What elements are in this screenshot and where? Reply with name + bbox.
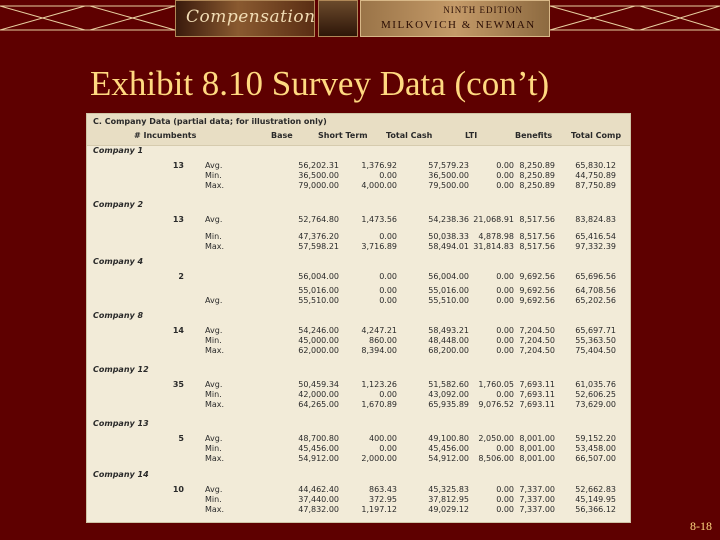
- cell-stat-label: Avg.: [205, 485, 223, 494]
- cell-short-term: 8,394.00: [361, 346, 397, 355]
- cell-benefits: 8,517.56: [519, 242, 555, 251]
- cell-short-term: 863.43: [369, 485, 397, 494]
- cell-lti: 0.00: [496, 161, 514, 170]
- cell-total-cash: 50,038.33: [428, 232, 469, 241]
- table-header: [87, 114, 630, 146]
- cell-stat-label: Avg.: [205, 215, 223, 224]
- col-incumbents: # Incumbents: [134, 131, 197, 140]
- cover-authors: MILKOVICH & NEWMAN: [381, 19, 536, 31]
- cell-lti: 0.00: [496, 390, 514, 399]
- cell-short-term: 372.95: [369, 495, 397, 504]
- cover-edition: NINTH EDITION: [443, 5, 523, 15]
- cell-short-term: 2,000.00: [361, 454, 397, 463]
- table-caption: C. Company Data (partial data; for illustration only): [93, 117, 327, 126]
- cell-benefits: 9,692.56: [519, 296, 555, 305]
- company-name: Company 14: [93, 470, 149, 479]
- cell-stat-label: Min.: [205, 444, 222, 453]
- col-total-comp: Total Comp: [571, 131, 622, 140]
- cell-stat-label: Max.: [205, 505, 225, 514]
- cell-stat-label: Max.: [205, 400, 225, 409]
- cell-benefits: 7,693.11: [519, 400, 555, 409]
- table-row: [87, 505, 630, 515]
- cell-total-comp: 55,363.50: [575, 336, 616, 345]
- cell-benefits: 7,337.00: [519, 485, 555, 494]
- cell-lti: 21,068.91: [473, 215, 514, 224]
- cell-total-comp: 65,830.12: [575, 161, 616, 170]
- cell-total-comp: 65,416.54: [575, 232, 616, 241]
- cell-lti: 0.00: [496, 346, 514, 355]
- cell-total-comp: 61,035.76: [575, 380, 616, 389]
- slide-title: Exhibit 8.10 Survey Data (con’t): [90, 64, 550, 103]
- company-name: Company 2: [93, 200, 144, 209]
- cell-total-comp: 83,824.83: [575, 215, 616, 224]
- cell-total-comp: 65,697.71: [575, 326, 616, 335]
- table-row: [87, 161, 630, 171]
- cell-total-cash: 45,325.83: [428, 485, 469, 494]
- table-row: [87, 272, 630, 282]
- cell-total-comp: 56,366.12: [575, 505, 616, 514]
- cell-base: 48,700.80: [298, 434, 339, 443]
- cell-benefits: 7,204.50: [519, 326, 555, 335]
- cell-total-comp: 52,662.83: [575, 485, 616, 494]
- cell-stat-label: Avg.: [205, 296, 223, 305]
- table-row: [87, 400, 630, 410]
- cell-short-term: 1,376.92: [361, 161, 397, 170]
- cell-total-cash: 49,100.80: [428, 434, 469, 443]
- cell-short-term: 4,000.00: [361, 181, 397, 190]
- cell-total-cash: 45,456.00: [428, 444, 469, 453]
- cell-benefits: 8,517.56: [519, 215, 555, 224]
- cell-short-term: 1,197.12: [361, 505, 397, 514]
- cell-stat-label: Min.: [205, 336, 222, 345]
- cell-benefits: 7,693.11: [519, 380, 555, 389]
- col-benefits: Benefits: [515, 131, 553, 140]
- cell-incumbents: 14: [172, 326, 184, 335]
- cell-benefits: 7,337.00: [519, 495, 555, 504]
- company-name: Company 13: [93, 419, 149, 428]
- cover-center-panel: [318, 0, 358, 37]
- cell-total-cash: 43,092.00: [428, 390, 469, 399]
- table-row: [87, 242, 630, 252]
- cell-total-cash: 55,510.00: [428, 296, 469, 305]
- book-banner: [0, 0, 720, 40]
- table-body: [87, 146, 630, 524]
- cover-title-panel: [175, 0, 315, 37]
- col-short-term: Short Term: [318, 131, 368, 140]
- cell-short-term: 0.00: [379, 232, 397, 241]
- cell-lti: 0.00: [496, 326, 514, 335]
- cell-total-comp: 87,750.89: [575, 181, 616, 190]
- cell-stat-label: Min.: [205, 390, 222, 399]
- cell-short-term: 0.00: [379, 286, 397, 295]
- table-row: [87, 232, 630, 242]
- cell-total-cash: 65,935.89: [428, 400, 469, 409]
- cell-short-term: 0.00: [379, 390, 397, 399]
- cell-base: 45,456.00: [298, 444, 339, 453]
- cell-total-cash: 51,582.60: [428, 380, 469, 389]
- cell-lti: 0.00: [496, 286, 514, 295]
- table-row: [87, 346, 630, 356]
- cell-total-comp: 97,332.39: [575, 242, 616, 251]
- cell-base: 57,598.21: [298, 242, 339, 251]
- cover-author-panel: [360, 0, 550, 37]
- company-name: Company 8: [93, 311, 144, 320]
- cell-total-cash: 36,500.00: [428, 171, 469, 180]
- cell-benefits: 7,693.11: [519, 390, 555, 399]
- company-name: Company 1: [93, 146, 144, 155]
- cell-incumbents: 13: [172, 161, 184, 170]
- cell-stat-label: Avg.: [205, 434, 223, 443]
- table-row: [87, 326, 630, 336]
- cell-total-cash: 37,812.95: [428, 495, 469, 504]
- table-row: [87, 444, 630, 454]
- cell-base: 55,510.00: [298, 296, 339, 305]
- cell-benefits: 8,250.89: [519, 161, 555, 170]
- cell-base: 55,016.00: [298, 286, 339, 295]
- cell-base: 50,459.34: [298, 380, 339, 389]
- cell-total-comp: 66,507.00: [575, 454, 616, 463]
- cell-incumbents: 35: [172, 380, 184, 389]
- table-row: [87, 171, 630, 181]
- cell-total-cash: 58,494.01: [428, 242, 469, 251]
- cell-short-term: 0.00: [379, 296, 397, 305]
- cell-total-cash: 57,579.23: [428, 161, 469, 170]
- cell-lti: 1,760.05: [478, 380, 514, 389]
- cell-lti: 0.00: [496, 272, 514, 281]
- cell-total-cash: 79,500.00: [428, 181, 469, 190]
- cell-short-term: 400.00: [369, 434, 397, 443]
- cell-total-comp: 65,202.56: [575, 296, 616, 305]
- cell-short-term: 1,473.56: [361, 215, 397, 224]
- cell-benefits: 9,692.56: [519, 272, 555, 281]
- table-row: [87, 336, 630, 346]
- cell-base: 56,004.00: [298, 272, 339, 281]
- cell-total-comp: 53,458.00: [575, 444, 616, 453]
- cell-stat-label: Avg.: [205, 326, 223, 335]
- cell-incumbents: 10: [172, 485, 184, 494]
- cell-total-cash: 58,493.21: [428, 326, 469, 335]
- table-row: [87, 485, 630, 495]
- cell-stat-label: Max.: [205, 242, 225, 251]
- cell-lti: 0.00: [496, 336, 514, 345]
- cell-short-term: 4,247.21: [361, 326, 397, 335]
- cell-short-term: 0.00: [379, 171, 397, 180]
- cell-short-term: 860.00: [369, 336, 397, 345]
- page-number: 8-18: [690, 519, 712, 533]
- cell-benefits: 9,692.56: [519, 286, 555, 295]
- cell-base: 54,912.00: [298, 454, 339, 463]
- cell-total-comp: 73,629.00: [575, 400, 616, 409]
- cell-lti: 0.00: [496, 485, 514, 494]
- cell-incumbents: 13: [172, 215, 184, 224]
- cell-short-term: 1,670.89: [361, 400, 397, 409]
- cell-total-cash: 55,016.00: [428, 286, 469, 295]
- table-row: [87, 495, 630, 505]
- col-lti: LTI: [465, 131, 478, 140]
- cell-total-cash: 68,200.00: [428, 346, 469, 355]
- table-row: [87, 181, 630, 191]
- cell-short-term: 3,716.89: [361, 242, 397, 251]
- cell-benefits: 8,001.00: [519, 454, 555, 463]
- cell-total-cash: 48,448.00: [428, 336, 469, 345]
- cell-base: 36,500.00: [298, 171, 339, 180]
- col-total-cash: Total Cash: [386, 131, 433, 140]
- cell-total-comp: 59,152.20: [575, 434, 616, 443]
- cell-stat-label: Max.: [205, 454, 225, 463]
- company-name: Company 12: [93, 365, 149, 374]
- cell-short-term: 0.00: [379, 272, 397, 281]
- table-row: [87, 390, 630, 400]
- survey-table: [86, 113, 631, 523]
- cell-total-cash: 56,004.00: [428, 272, 469, 281]
- cell-stat-label: Avg.: [205, 380, 223, 389]
- cell-lti: 0.00: [496, 495, 514, 504]
- cell-stat-label: Max.: [205, 181, 225, 190]
- table-row: [87, 380, 630, 390]
- cell-stat-label: Min.: [205, 171, 222, 180]
- cell-base: 37,440.00: [298, 495, 339, 504]
- cell-total-cash: 49,029.12: [428, 505, 469, 514]
- table-row: [87, 434, 630, 444]
- cell-lti: 0.00: [496, 444, 514, 453]
- cell-lti: 4,878.98: [478, 232, 514, 241]
- cell-incumbents: 5: [178, 434, 184, 443]
- cell-base: 54,246.00: [298, 326, 339, 335]
- cell-benefits: 8,250.89: [519, 171, 555, 180]
- cell-base: 42,000.00: [298, 390, 339, 399]
- cell-base: 47,376.20: [298, 232, 339, 241]
- cell-benefits: 7,204.50: [519, 336, 555, 345]
- cell-total-comp: 65,696.56: [575, 272, 616, 281]
- cell-lti: 9,076.52: [478, 400, 514, 409]
- cell-base: 79,000.00: [298, 181, 339, 190]
- cell-base: 62,000.00: [298, 346, 339, 355]
- cell-base: 47,832.00: [298, 505, 339, 514]
- cell-benefits: 8,001.00: [519, 444, 555, 453]
- cell-base: 56,202.31: [298, 161, 339, 170]
- table-row: [87, 286, 630, 296]
- company-name: Company 4: [93, 257, 144, 266]
- cell-benefits: 8,517.56: [519, 232, 555, 241]
- cell-total-comp: 44,750.89: [575, 171, 616, 180]
- cell-total-cash: 54,238.36: [428, 215, 469, 224]
- cell-base: 64,265.00: [298, 400, 339, 409]
- col-base: Base: [271, 131, 293, 140]
- cell-lti: 0.00: [496, 505, 514, 514]
- cell-base: 45,000.00: [298, 336, 339, 345]
- cell-total-comp: 52,606.25: [575, 390, 616, 399]
- cover-script-title: Compensation: [186, 7, 316, 27]
- cell-total-comp: 75,404.50: [575, 346, 616, 355]
- cell-lti: 31,814.83: [473, 242, 514, 251]
- cell-base: 52,764.80: [298, 215, 339, 224]
- cell-lti: 2,050.00: [478, 434, 514, 443]
- table-row: [87, 215, 630, 225]
- cell-incumbents: 2: [178, 272, 184, 281]
- cell-lti: 0.00: [496, 171, 514, 180]
- cell-stat-label: Avg.: [205, 161, 223, 170]
- cell-stat-label: Min.: [205, 232, 222, 241]
- cell-total-comp: 64,708.56: [575, 286, 616, 295]
- table-row: [87, 454, 630, 464]
- cell-lti: 0.00: [496, 181, 514, 190]
- cell-benefits: 8,001.00: [519, 434, 555, 443]
- cell-total-comp: 45,149.95: [575, 495, 616, 504]
- cell-stat-label: Min.: [205, 495, 222, 504]
- cell-lti: 8,506.00: [478, 454, 514, 463]
- cell-benefits: 7,337.00: [519, 505, 555, 514]
- cell-total-cash: 54,912.00: [428, 454, 469, 463]
- table-row: [87, 296, 630, 306]
- cell-short-term: 1,123.26: [361, 380, 397, 389]
- cell-stat-label: Max.: [205, 346, 225, 355]
- cell-lti: 0.00: [496, 296, 514, 305]
- cell-benefits: 8,250.89: [519, 181, 555, 190]
- cell-benefits: 7,204.50: [519, 346, 555, 355]
- cell-base: 44,462.40: [298, 485, 339, 494]
- cell-short-term: 0.00: [379, 444, 397, 453]
